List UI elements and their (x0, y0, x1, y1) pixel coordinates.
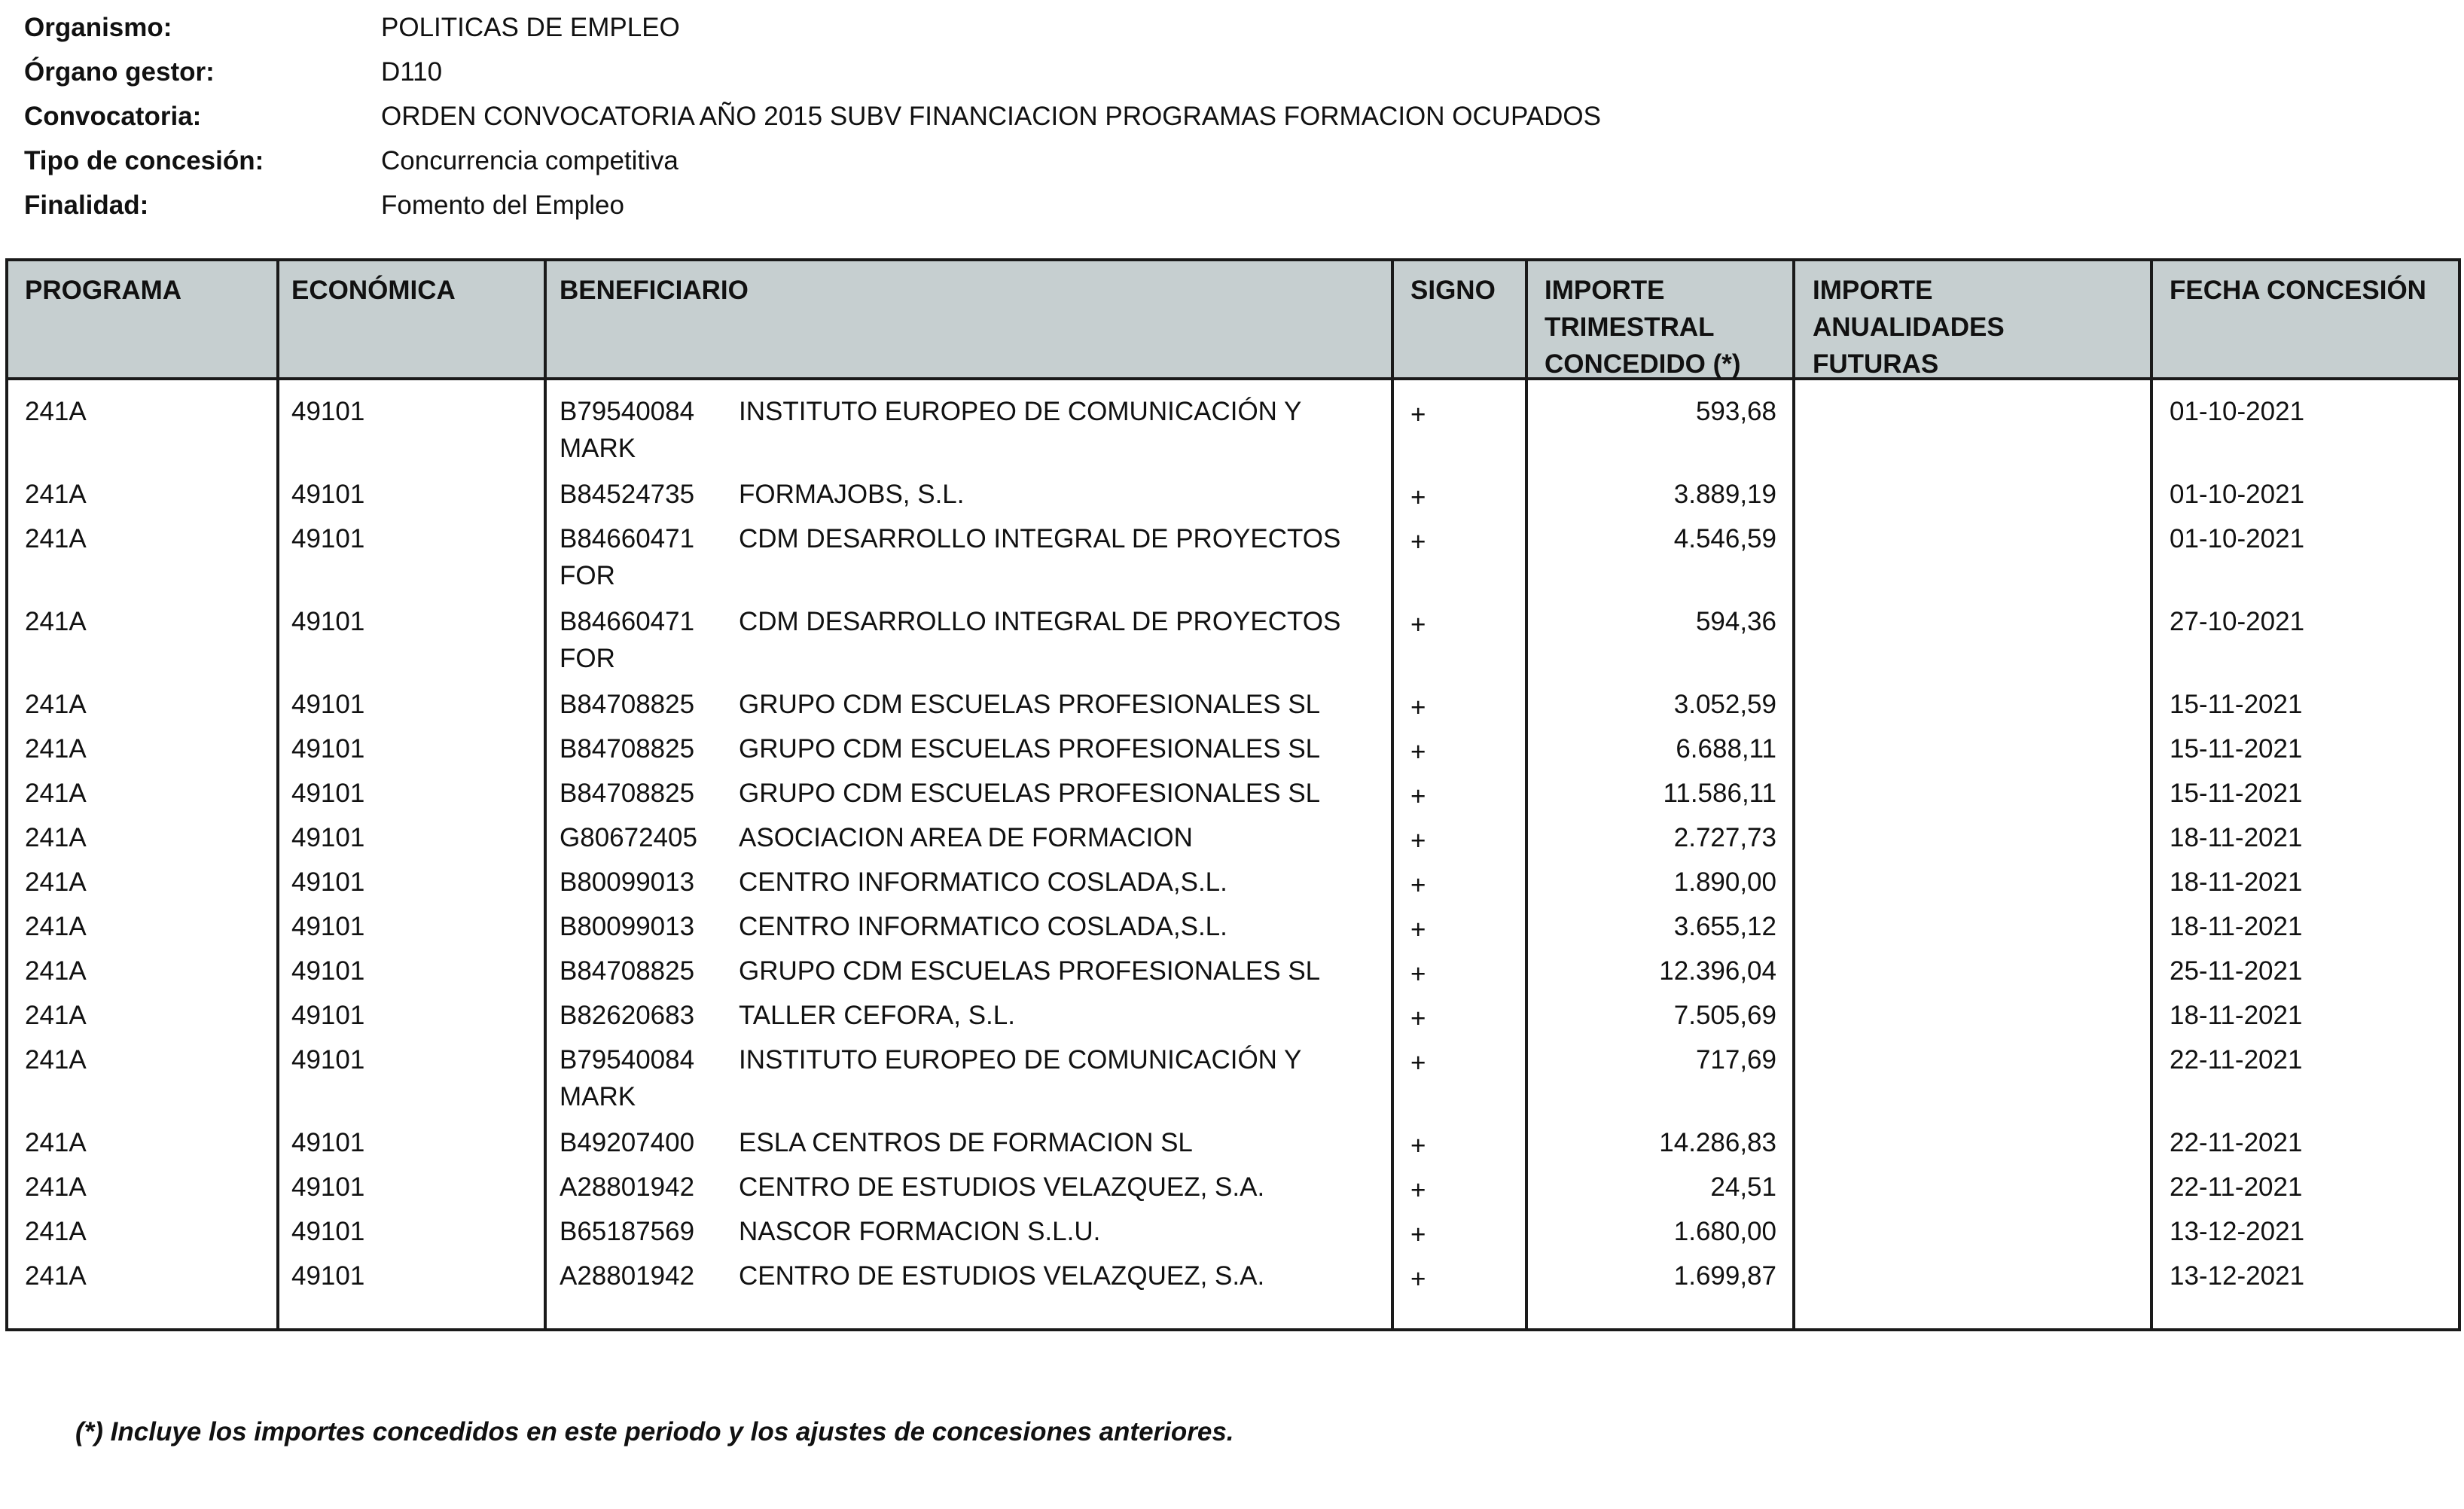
cell-signo: + (1410, 915, 1426, 944)
cell-fecha: 15-11-2021 (2170, 779, 2303, 808)
organismo-label: Organismo: (24, 13, 172, 42)
cell-programa: 241A (25, 524, 87, 553)
cell-nif: G80672405 (560, 823, 697, 852)
cell-beneficiario: FORMAJOBS, S.L. (739, 480, 965, 509)
cell-programa: 241A (25, 1001, 87, 1030)
cell-programa: 241A (25, 1172, 87, 1202)
concesiones-table (5, 258, 2461, 1331)
cell-signo: + (1410, 959, 1426, 989)
cell-economica: 49101 (291, 1128, 365, 1157)
cell-fecha: 18-11-2021 (2170, 912, 2303, 941)
cell-fecha: 18-11-2021 (2170, 1001, 2303, 1030)
cell-nif: B84708825 (560, 690, 695, 719)
cell-economica: 49101 (291, 690, 365, 719)
cell-programa: 241A (25, 912, 87, 941)
header-beneficiario: BENEFICIARIO (560, 276, 749, 305)
cell-economica: 49101 (291, 1261, 365, 1291)
cell-signo: + (1410, 737, 1426, 767)
cell-importe: 594,36 (1695, 607, 1776, 636)
cell-programa: 241A (25, 1261, 87, 1291)
cell-nif: B79540084 (560, 1045, 695, 1075)
cell-nif: B79540084 (560, 397, 695, 426)
cell-importe: 717,69 (1695, 1045, 1776, 1075)
cell-beneficiario: CDM DESARROLLO INTEGRAL DE PROYECTOS (739, 524, 1341, 553)
cell-fecha: 01-10-2021 (2170, 480, 2305, 509)
cell-beneficiario: CENTRO INFORMATICO COSLADA,S.L. (739, 912, 1227, 941)
cell-programa: 241A (25, 734, 87, 764)
cell-nif: B80099013 (560, 867, 695, 897)
cell-economica: 49101 (291, 734, 365, 764)
cell-signo: + (1410, 782, 1426, 811)
organo-label: Órgano gestor: (24, 57, 215, 87)
cell-signo: + (1410, 483, 1426, 512)
cell-nif: B65187569 (560, 1217, 695, 1246)
cell-programa: 241A (25, 779, 87, 808)
cell-programa: 241A (25, 480, 87, 509)
cell-fecha: 25-11-2021 (2170, 956, 2303, 986)
cell-nif: B84708825 (560, 734, 695, 764)
cell-programa: 241A (25, 956, 87, 986)
cell-programa: 241A (25, 1045, 87, 1075)
organismo-value: POLITICAS DE EMPLEO (381, 13, 680, 42)
cell-beneficiario: GRUPO CDM ESCUELAS PROFESIONALES SL (739, 956, 1321, 986)
cell-beneficiario: CENTRO INFORMATICO COSLADA,S.L. (739, 867, 1227, 897)
header-importe-anualidades: IMPORTE ANUALIDADES FUTURAS (1813, 276, 2005, 379)
cell-nif: A28801942 (560, 1261, 695, 1291)
cell-fecha: 22-11-2021 (2170, 1045, 2303, 1075)
cell-nif: B84524735 (560, 480, 695, 509)
cell-beneficiario: ASOCIACION AREA DE FORMACION (739, 823, 1193, 852)
cell-beneficiario: CENTRO DE ESTUDIOS VELAZQUEZ, S.A. (739, 1172, 1265, 1202)
cell-nif: B84708825 (560, 956, 695, 986)
cell-nif: B84660471 (560, 607, 695, 636)
cell-signo: + (1410, 870, 1426, 900)
cell-beneficiario: TALLER CEFORA, S.L. (739, 1001, 1015, 1030)
cell-fecha: 22-11-2021 (2170, 1172, 2303, 1202)
cell-signo: + (1410, 1004, 1426, 1033)
cell-beneficiario-continued: FOR (560, 561, 615, 590)
cell-economica: 49101 (291, 779, 365, 808)
cell-beneficiario-continued: MARK (560, 434, 636, 463)
cell-fecha: 18-11-2021 (2170, 823, 2303, 852)
cell-economica: 49101 (291, 1172, 365, 1202)
cell-nif: B84660471 (560, 524, 695, 553)
cell-signo: + (1410, 1264, 1426, 1294)
cell-economica: 49101 (291, 912, 365, 941)
cell-signo: + (1410, 527, 1426, 556)
cell-importe: 3.889,19 (1673, 480, 1776, 509)
cell-signo: + (1410, 1175, 1426, 1205)
cell-economica: 49101 (291, 1001, 365, 1030)
cell-importe: 593,68 (1695, 397, 1776, 426)
cell-beneficiario: INSTITUTO EUROPEO DE COMUNICACIÓN Y (739, 397, 1302, 426)
header-economica: ECONÓMICA (291, 276, 456, 305)
convocatoria-value: ORDEN CONVOCATORIA AÑO 2015 SUBV FINANCIACION PROGRAMAS FORMACION OCUPADOS (381, 102, 1601, 131)
cell-nif: A28801942 (560, 1172, 695, 1202)
cell-economica: 49101 (291, 867, 365, 897)
finalidad-label: Finalidad: (24, 191, 149, 220)
cell-beneficiario: GRUPO CDM ESCUELAS PROFESIONALES SL (739, 690, 1321, 719)
cell-fecha: 01-10-2021 (2170, 524, 2305, 553)
cell-signo: + (1410, 1131, 1426, 1160)
cell-economica: 49101 (291, 956, 365, 986)
footnote: (*) Incluye los importes concedidos en este periodo y los ajustes de concesiones anteriores. (75, 1417, 1234, 1447)
cell-signo: + (1410, 826, 1426, 855)
cell-importe: 6.688,11 (1676, 734, 1776, 764)
cell-importe: 11.586,11 (1663, 779, 1776, 808)
tipo-label: Tipo de concesión: (24, 146, 264, 175)
cell-economica: 49101 (291, 397, 365, 426)
cell-nif: B49207400 (560, 1128, 695, 1157)
cell-programa: 241A (25, 1128, 87, 1157)
header-signo: SIGNO (1410, 276, 1496, 305)
cell-fecha: 15-11-2021 (2170, 690, 2303, 719)
cell-programa: 241A (25, 823, 87, 852)
cell-signo: + (1410, 693, 1426, 722)
cell-importe: 12.396,04 (1659, 956, 1776, 986)
cell-programa: 241A (25, 607, 87, 636)
cell-importe: 1.699,87 (1673, 1261, 1776, 1291)
convocatoria-label: Convocatoria: (24, 102, 202, 131)
tipo-value: Concurrencia competitiva (381, 146, 679, 175)
organo-value: D110 (381, 57, 443, 87)
cell-importe: 1.890,00 (1673, 867, 1776, 897)
cell-economica: 49101 (291, 607, 365, 636)
cell-beneficiario: CENTRO DE ESTUDIOS VELAZQUEZ, S.A. (739, 1261, 1265, 1291)
table-header (8, 261, 2458, 380)
cell-importe: 3.052,59 (1673, 690, 1776, 719)
cell-importe: 3.655,12 (1673, 912, 1776, 941)
cell-nif: B82620683 (560, 1001, 695, 1030)
cell-fecha: 18-11-2021 (2170, 867, 2303, 897)
header-programa: PROGRAMA (25, 276, 182, 305)
column-divider (544, 261, 547, 1328)
cell-economica: 49101 (291, 1217, 365, 1246)
cell-importe: 4.546,59 (1673, 524, 1776, 553)
cell-beneficiario: CDM DESARROLLO INTEGRAL DE PROYECTOS (739, 607, 1341, 636)
cell-fecha: 22-11-2021 (2170, 1128, 2303, 1157)
finalidad-value: Fomento del Empleo (381, 191, 624, 220)
cell-programa: 241A (25, 397, 87, 426)
header-fecha-concesion: FECHA CONCESIÓN (2170, 276, 2426, 305)
column-divider (1391, 261, 1394, 1328)
cell-signo: + (1410, 1048, 1426, 1078)
cell-economica: 49101 (291, 524, 365, 553)
cell-beneficiario: INSTITUTO EUROPEO DE COMUNICACIÓN Y (739, 1045, 1302, 1075)
cell-importe: 14.286,83 (1659, 1128, 1776, 1157)
cell-beneficiario-continued: MARK (560, 1082, 636, 1111)
cell-economica: 49101 (291, 1045, 365, 1075)
column-divider (276, 261, 279, 1328)
column-divider (1792, 261, 1795, 1328)
cell-importe: 2.727,73 (1673, 823, 1776, 852)
cell-beneficiario: GRUPO CDM ESCUELAS PROFESIONALES SL (739, 779, 1321, 808)
header-importe-trimestral: IMPORTE TRIMESTRAL CONCEDIDO (*) (1545, 276, 1741, 379)
column-divider (2150, 261, 2153, 1328)
cell-programa: 241A (25, 867, 87, 897)
cell-programa: 241A (25, 1217, 87, 1246)
cell-signo: + (1410, 1220, 1426, 1249)
cell-beneficiario: GRUPO CDM ESCUELAS PROFESIONALES SL (739, 734, 1321, 764)
cell-beneficiario-continued: FOR (560, 644, 615, 673)
cell-fecha: 13-12-2021 (2170, 1261, 2305, 1291)
cell-beneficiario: NASCOR FORMACION S.L.U. (739, 1217, 1101, 1246)
cell-fecha: 01-10-2021 (2170, 397, 2305, 426)
cell-fecha: 15-11-2021 (2170, 734, 2303, 764)
cell-importe: 1.680,00 (1673, 1217, 1776, 1246)
cell-signo: + (1410, 400, 1426, 429)
cell-beneficiario: ESLA CENTROS DE FORMACION SL (739, 1128, 1193, 1157)
cell-signo: + (1410, 610, 1426, 639)
cell-fecha: 27-10-2021 (2170, 607, 2305, 636)
cell-nif: B80099013 (560, 912, 695, 941)
cell-importe: 24,51 (1710, 1172, 1776, 1202)
column-divider (1525, 261, 1528, 1328)
cell-economica: 49101 (291, 480, 365, 509)
cell-fecha: 13-12-2021 (2170, 1217, 2305, 1246)
cell-programa: 241A (25, 690, 87, 719)
cell-economica: 49101 (291, 823, 365, 852)
cell-importe: 7.505,69 (1673, 1001, 1776, 1030)
cell-nif: B84708825 (560, 779, 695, 808)
